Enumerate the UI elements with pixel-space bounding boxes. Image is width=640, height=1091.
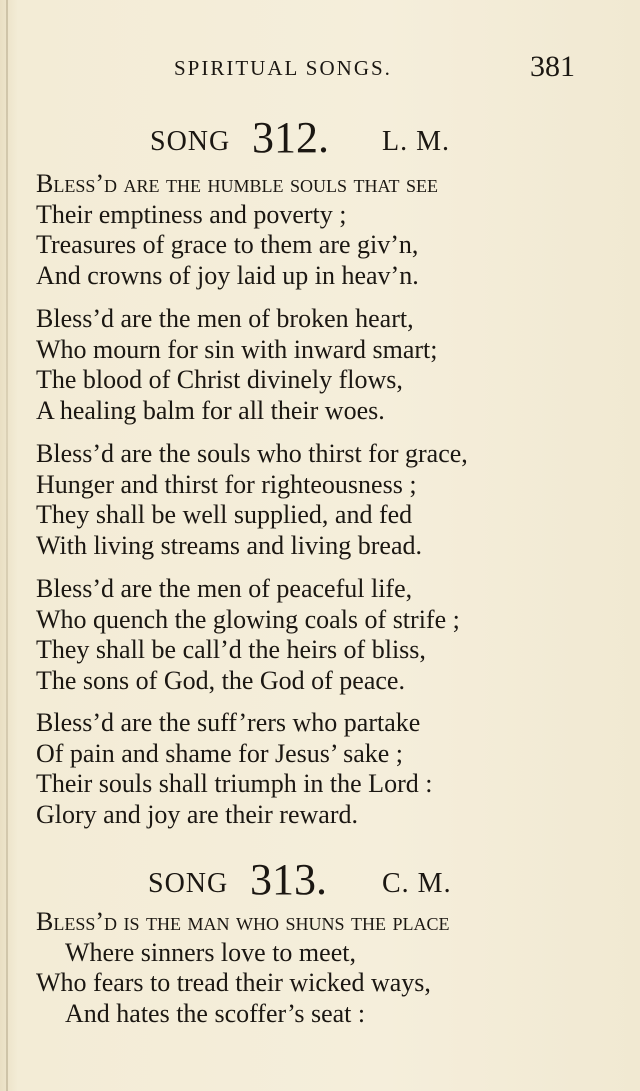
verse-line: Their emptiness and poverty ;: [36, 199, 347, 229]
verse-line: The blood of Christ divinely flows,: [36, 365, 403, 394]
verse-line: Bless’d are the humble souls that see: [36, 169, 439, 198]
verse-line: Bless’d are the men of peaceful life,: [36, 574, 413, 603]
verse-line: They shall be well supplied, and fed: [36, 500, 413, 529]
song-312-heading: [0, 113, 640, 168]
verse-line: Treasures of grace to them are giv’n,: [36, 230, 419, 259]
verse-line: A healing balm for all their woes.: [36, 395, 385, 425]
song-313-heading: [0, 855, 640, 910]
verse-line: Where sinners love to meet,: [65, 937, 356, 967]
verse-line: They shall be call’d the heirs of bliss,: [36, 635, 426, 664]
verse-line: Their souls shall triumph in the Lord :: [36, 769, 433, 798]
verse-line: Glory and joy are their reward.: [36, 799, 358, 829]
verse-line: Of pain and shame for Jesus’ sake ;: [36, 738, 404, 768]
verse-line: Who mourn for sin with inward smart;: [36, 334, 438, 364]
song-312-stanza-1: [36, 169, 636, 291]
running-title: SPIRITUAL SONGS.: [174, 56, 392, 80]
verse-line: And hates the scoffer’s seat :: [65, 998, 366, 1028]
song-number: 313.: [250, 855, 327, 904]
song-label: SONG: [148, 868, 229, 899]
verse-line: Bless’d are the men of broken heart,: [36, 304, 414, 333]
song-313-stanza-1: [36, 907, 636, 1029]
song-312-stanza-5: [36, 708, 636, 830]
verse-line: Who fears to tread their wicked ways,: [36, 968, 431, 997]
verse-line: Bless’d is the man who shuns the place: [36, 907, 450, 936]
page-number: 381: [530, 50, 575, 83]
song-312-stanza-4: [36, 574, 636, 696]
song-label: SONG: [150, 126, 231, 157]
verse-line: Who quench the glowing coals of strife ;: [36, 604, 460, 634]
song-number: 312.: [252, 113, 329, 162]
verse-line: Bless’d are the souls who thirst for grace,: [36, 439, 468, 468]
verse-line: Bless’d are the suff’rers who partake: [36, 708, 421, 737]
verse-line: And crowns of joy laid up in heav’n.: [36, 260, 419, 290]
verse-line: The sons of God, the God of peace.: [36, 665, 405, 695]
verse-line: With living streams and living bread.: [36, 530, 422, 560]
song-312-stanza-3: [36, 439, 636, 561]
song-meter: C. M.: [382, 868, 452, 899]
running-head: [0, 50, 640, 90]
song-meter: L. M.: [382, 126, 450, 157]
song-312-stanza-2: [36, 304, 636, 426]
verse-line: Hunger and thirst for righteousness ;: [36, 469, 417, 499]
